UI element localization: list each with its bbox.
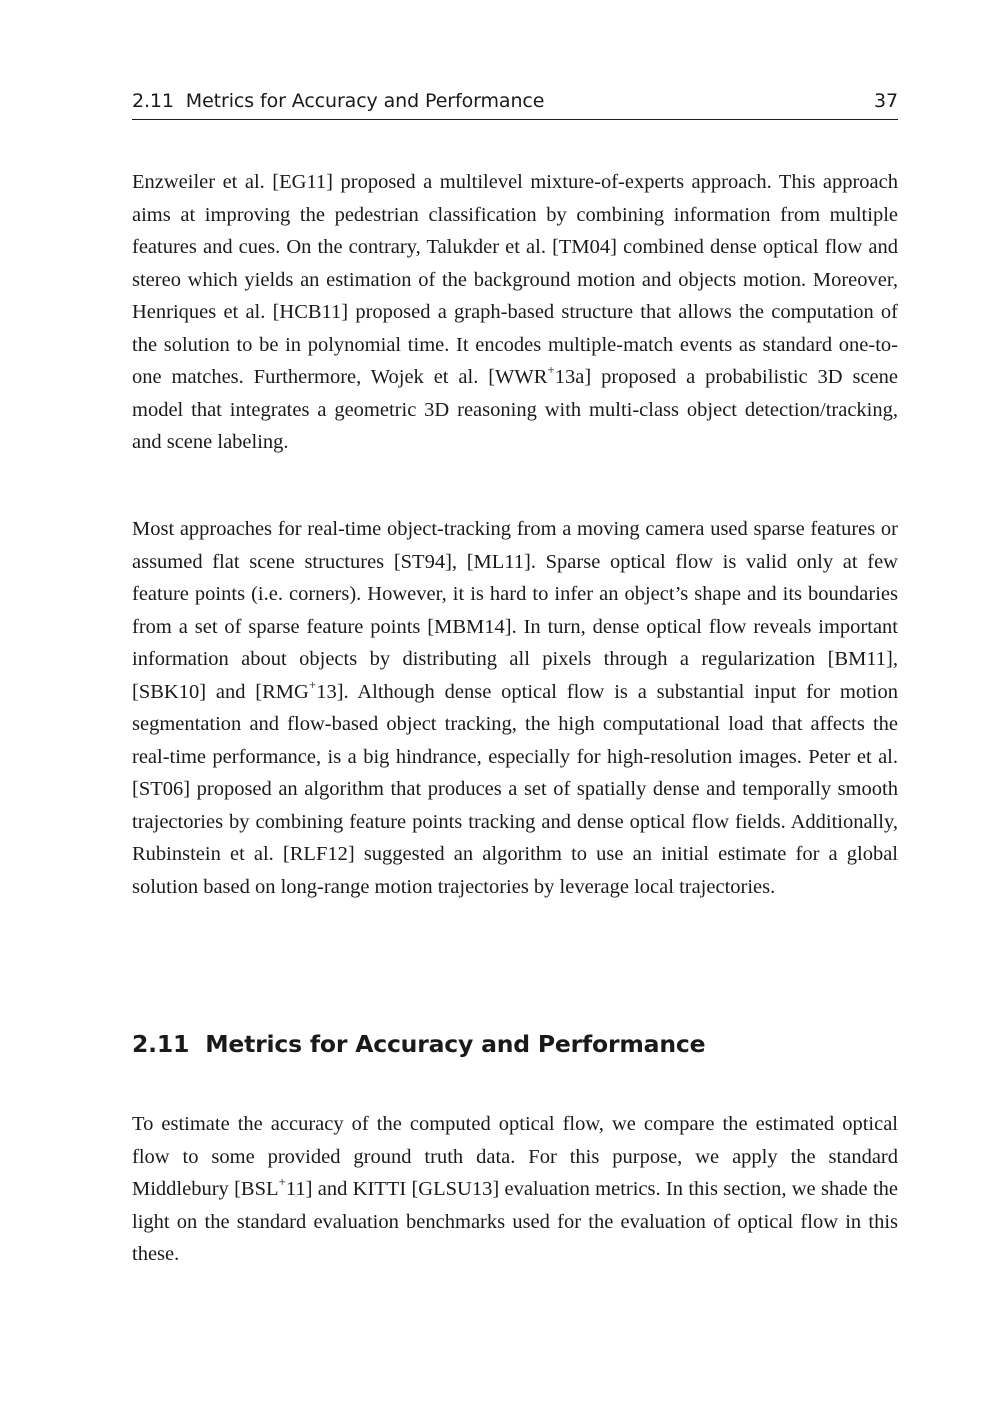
section-title: Metrics for Accuracy and Performance (205, 1030, 706, 1058)
paragraph-text: 13a] proposed a probabilistic 3D scene model that integrates a geometric 3D reasoning with multi-class object detection/tracking, and scene labeling. (132, 366, 898, 453)
paragraph-text: Most approaches for real-time object-tracking from a moving camera used sparse features or assumed flat scene structures [ST94], [ML11]. Sparse optical flow is valid only at few feature points (i.e. corners). However, it is hard to infer an object’s shape and its boundaries from a set of sparse feature points [MBM14]. In turn, dense optical flow reveals important information about objects by distributing all pixels through a regularization [BM11], [SBK10] and [RMG (132, 518, 898, 703)
paragraph (132, 166, 898, 459)
superscript: + (278, 1174, 286, 1189)
superscript: + (547, 362, 555, 377)
page-number: 37 (874, 90, 898, 112)
section-heading (132, 1030, 705, 1058)
superscript: + (308, 676, 317, 692)
paragraph-text: Enzweiler et al. [EG11] proposed a multilevel mixture-of-experts approach. This approach aims at improving the pedestrian classification by combining information from multiple features and cues. On the contrary, Talukder et al. [TM04] combined dense optical flow and stereo which yields an estimation of the background motion and objects motion. Moreover, Henriques et al. [HCB11] proposed a graph-based structure that allows the computation of the solution to be in polynomial time. It encodes multiple-match events as standard one-to-one matches. Furthermore, Wojek et al. [WWR (132, 171, 898, 388)
paragraph-text: 13]. Although dense optical flow is a substantial input for motion segmentation and flow-based object tracking, the high computational load that affects the real-time performance, is a big hindrance, especially for high-resolution images. Peter et al. [ST06] proposed an algorithm that produces a set of spatially dense and temporally smooth trajectories by combining feature points tracking and dense optical flow fields. Additionally, Rubinstein et al. [RLF12] suggested an algorithm to use an initial estimate for a global solution based on long-range motion trajectories by leverage local trajectories. (132, 680, 898, 898)
paragraph (132, 1108, 898, 1271)
running-header (132, 88, 898, 120)
paragraph (132, 513, 898, 903)
paragraph-text: 11] and KITTI [GLSU13] evaluation metrics. In this section, we shade the light on the standard evaluation benchmarks used for the evaluation of optical flow in this these. (132, 1178, 898, 1265)
section-number: 2.11 (132, 1030, 190, 1058)
paragraph-text: To estimate the accuracy of the computed optical flow, we compare the estimated optical flow to some provided ground truth data. For this purpose, we apply the standard Middlebury [BSL (132, 1113, 898, 1200)
running-header-title: 2.11 Metrics for Accuracy and Performance (132, 90, 545, 112)
